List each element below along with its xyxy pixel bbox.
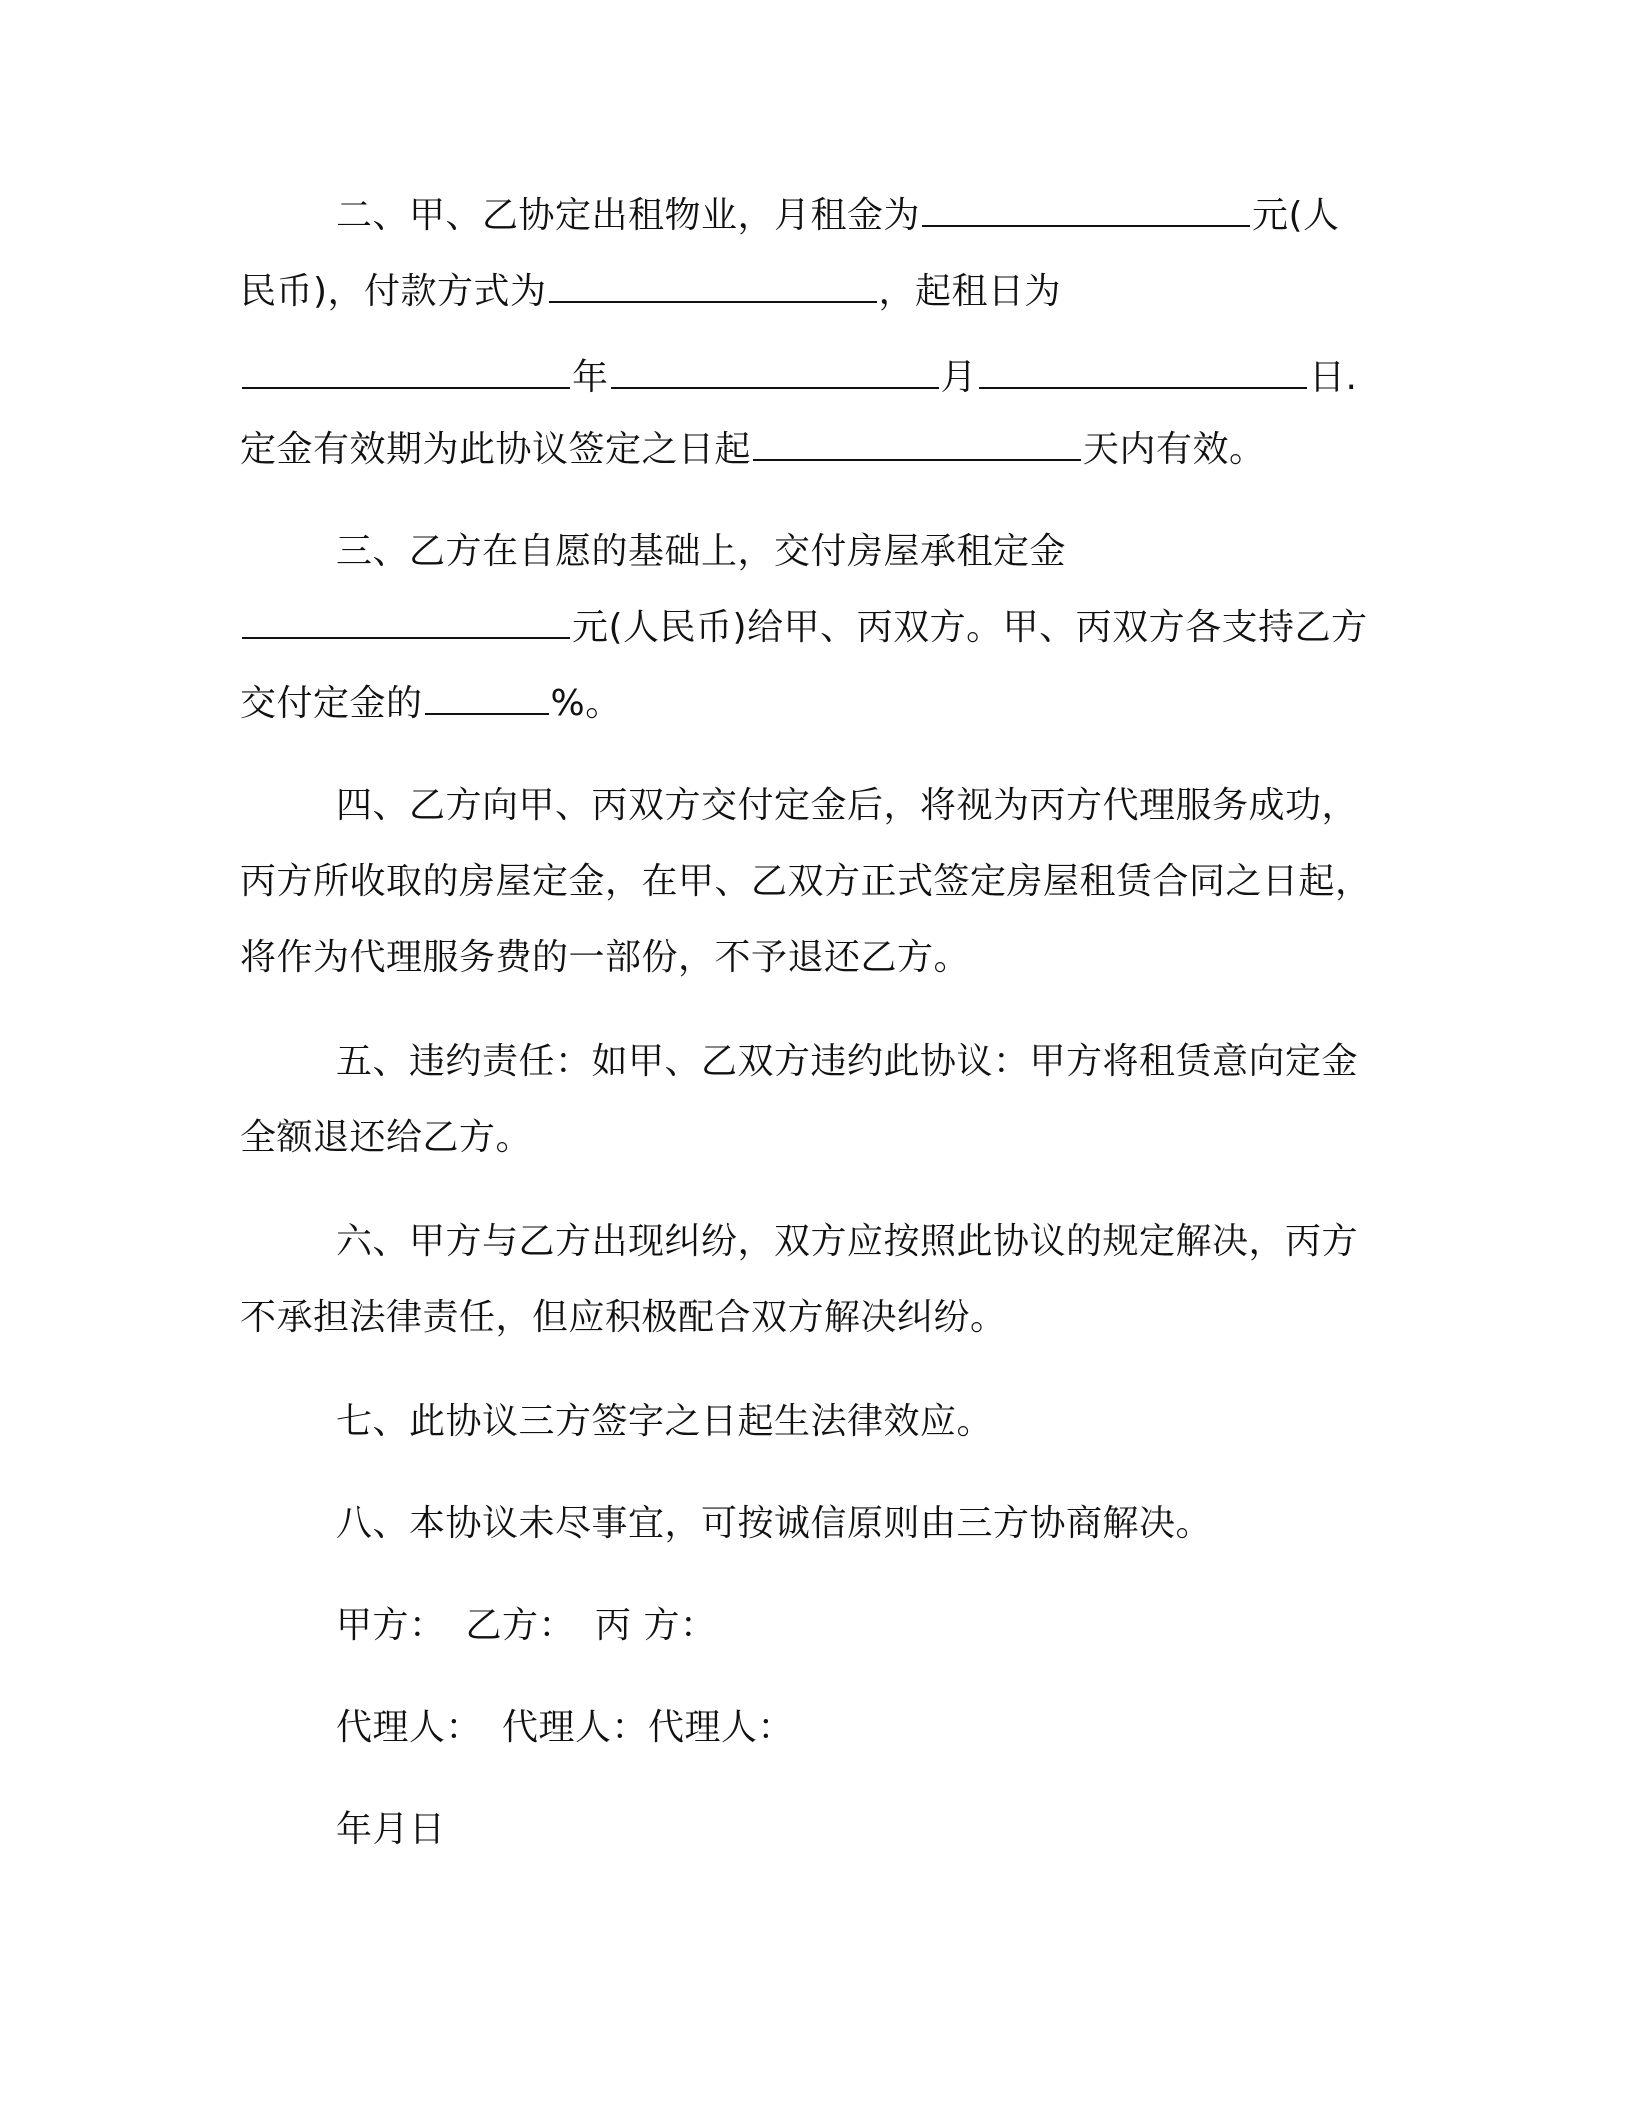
deposit-validity-label: 定金有效期为此协议签定之日起 [240, 429, 752, 470]
date-label: 年月日 [336, 1809, 446, 1850]
validity-days-suffix: 天内有效。 [1083, 429, 1266, 470]
deposit-amount-blank[interactable] [242, 607, 570, 639]
party-b-label: 乙方： [465, 1605, 576, 1646]
clause-4-text-3: 将作为代理服务费的一部份，不予退还乙方。 [240, 937, 971, 978]
clause-4-text-1: 四、乙方向甲、丙双方交付定金后，将视为丙方代理服务成功， [336, 785, 1359, 826]
deposit-share-label: 交付定金的 [240, 683, 423, 724]
clause-6-line-1 [336, 1220, 1358, 1264]
agent-b-label: 代理人： [502, 1707, 649, 1748]
clause-5-text-1: 五、违约责任：如甲、乙双方违约此协议：甲方将租赁意向定金 [336, 1041, 1359, 1082]
percent-suffix: %。 [550, 683, 622, 724]
clause-4-line-3 [240, 936, 970, 980]
clause-5-line-2 [240, 1116, 532, 1160]
clause-2-rent-label: 二、甲、乙协定出租物业，月租金为 [336, 195, 921, 236]
start-month-blank[interactable] [611, 357, 939, 389]
agent-line [336, 1706, 794, 1750]
clause-6-line-2 [240, 1296, 1007, 1340]
clause-7 [336, 1400, 993, 1444]
validity-days-blank[interactable] [753, 429, 1081, 461]
start-year-blank[interactable] [242, 357, 570, 389]
clause-6-text-1: 六、甲方与乙方出现纠纷，双方应按照此协议的规定解决，丙方 [336, 1221, 1359, 1262]
clause-5-line-1 [336, 1040, 1358, 1084]
clause-3-text-2: 元(人民币)给甲、丙双方。甲、丙双方各支持乙方 [572, 607, 1368, 648]
clause-4-text-2: 丙方所收取的房屋定金，在甲、乙双方正式签定房屋租赁合同之日起， [240, 861, 1372, 902]
clause-4-line-1 [336, 784, 1358, 828]
start-date-label: ，起租日为 [878, 271, 1062, 312]
payment-method-blank[interactable] [549, 271, 877, 303]
payment-method-label: 民币)，付款方式为 [240, 271, 547, 312]
clause-4-line-2 [240, 860, 1372, 904]
clause-8-text: 八、本协议未尽事宜，可按诚信原则由三方协商解决。 [336, 1503, 1213, 1544]
month-label: 月 [940, 357, 978, 398]
clause-3-line-2 [240, 606, 1368, 650]
signature-line [336, 1604, 716, 1648]
year-label: 年 [572, 357, 609, 398]
agent-a-label: 代理人： [336, 1707, 483, 1748]
clause-6-text-2: 不承担法律责任，但应积极配合双方解决纠纷。 [240, 1297, 1007, 1338]
clause-2-line-3 [240, 356, 1357, 400]
clause-5-text-2: 全额退还给乙方。 [240, 1117, 533, 1158]
clause-7-text: 七、此协议三方签字之日起生法律效应。 [336, 1401, 994, 1442]
clause-3-line-1 [336, 530, 1066, 574]
start-day-blank[interactable] [979, 357, 1307, 389]
clause-3-text: 三、乙方在自愿的基础上，交付房屋承租定金 [336, 531, 1067, 572]
party-c-label: 丙 方： [595, 1605, 717, 1646]
clause-2-line-4 [240, 428, 1266, 472]
agent-c-label: 代理人： [648, 1707, 795, 1748]
clause-2-currency: 元(人 [1252, 195, 1340, 236]
percentage-blank[interactable] [425, 683, 549, 715]
party-a-label: 甲方： [336, 1605, 446, 1646]
day-label: 日. [1309, 357, 1358, 398]
date-line [336, 1808, 446, 1852]
clause-8 [336, 1502, 1212, 1546]
clause-2-line-2 [240, 270, 1061, 314]
clause-2-line-1 [336, 194, 1340, 238]
monthly-rent-blank[interactable] [922, 195, 1250, 227]
clause-3-line-3 [240, 682, 622, 726]
